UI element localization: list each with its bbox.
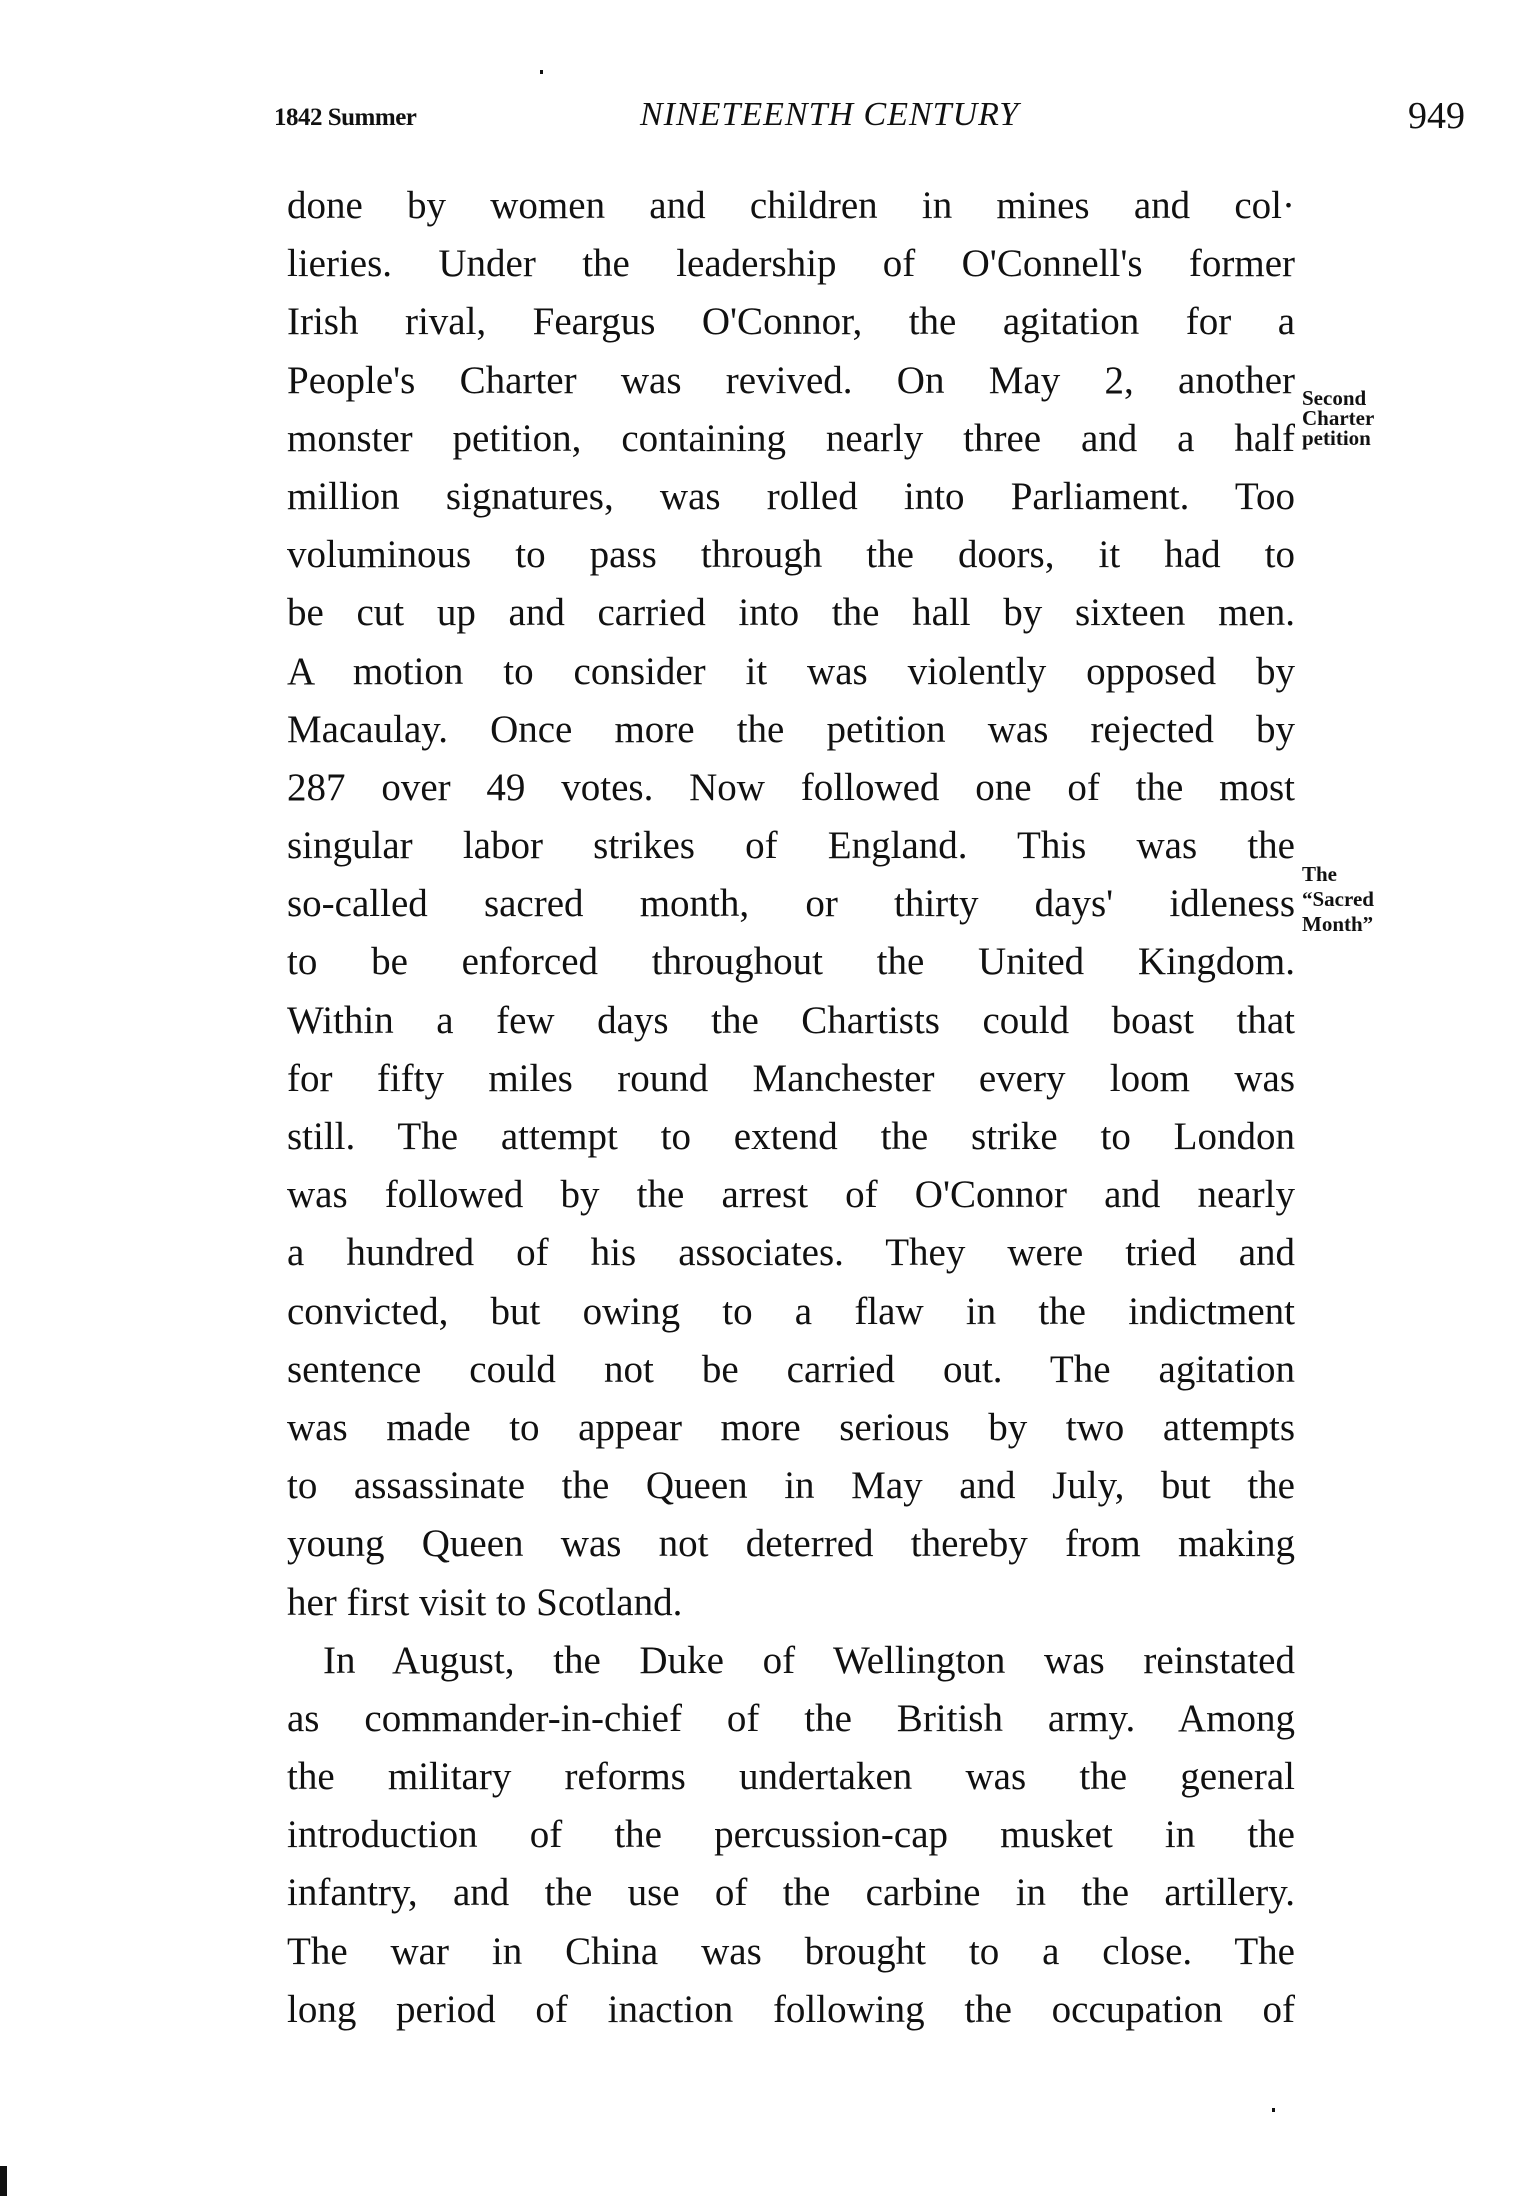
text-line: introduction of the percussion-cap musket in the bbox=[287, 1813, 1295, 1857]
text-line: long period of inaction following the occupation of bbox=[287, 1987, 1295, 2031]
text-line: monster petition, containing nearly three and a half bbox=[287, 416, 1295, 460]
text-line: Macaulay. Once more the petition was rejected by bbox=[287, 707, 1295, 751]
text-line: young Queen was not deterred thereby from making bbox=[287, 1522, 1295, 1566]
text-line: People's Charter was revived. On May 2, another bbox=[287, 358, 1295, 402]
text-line: singular labor strikes of England. This was the bbox=[287, 824, 1295, 868]
text-line: be cut up and carried into the hall by sixteen men. bbox=[287, 591, 1295, 635]
text-line: for fifty miles round Manchester every loom was bbox=[287, 1056, 1295, 1100]
text-line: voluminous to pass through the doors, it had to bbox=[287, 533, 1295, 577]
running-head-date: 1842 Summer bbox=[274, 104, 417, 131]
margin-note-line: The bbox=[1302, 862, 1338, 886]
margin-note-sacred-month bbox=[1302, 862, 1374, 937]
margin-note-second-charter-petition bbox=[1302, 388, 1374, 448]
text-line: was made to appear more serious by two attempts bbox=[287, 1405, 1295, 1449]
running-head-title: NINETEENTH CENTURY bbox=[640, 96, 1020, 133]
margin-note-line: Charter bbox=[1302, 406, 1375, 430]
text-line: infantry, and the use of the carbine in the artillery. bbox=[287, 1871, 1295, 1915]
text-line: The war in China was brought to a close. The bbox=[287, 1929, 1295, 1973]
page-number: 949 bbox=[1408, 95, 1465, 137]
text-line: to be enforced throughout the United Kingdom. bbox=[287, 940, 1295, 984]
text-line: still. The attempt to extend the strike to London bbox=[287, 1115, 1295, 1158]
text-line: done by women and children in mines and col· bbox=[287, 184, 1295, 227]
margin-note-line: Month” bbox=[1302, 912, 1374, 936]
scan-speck bbox=[540, 70, 543, 74]
text-line: the military reforms undertaken was the general bbox=[287, 1755, 1295, 1799]
scan-speck bbox=[1272, 2108, 1275, 2112]
margin-note-line: petition bbox=[1302, 426, 1371, 450]
text-line: to assassinate the Queen in May and July, but the bbox=[287, 1464, 1295, 1508]
scan-edge-mark bbox=[0, 2166, 7, 2196]
text-line: Irish rival, Feargus O'Connor, the agitation for a bbox=[287, 300, 1295, 344]
text-line: was followed by the arrest of O'Connor and nearly bbox=[287, 1173, 1295, 1217]
margin-note-line: “Sacred bbox=[1302, 887, 1374, 911]
margin-note-line: Second bbox=[1302, 386, 1367, 410]
text-line: her first visit to Scotland. bbox=[287, 1580, 683, 1624]
text-line: Within a few days the Chartists could boast that bbox=[287, 998, 1295, 1042]
text-line: 287 over 49 votes. Now followed one of the most bbox=[287, 765, 1295, 809]
body-text bbox=[287, 177, 1295, 2039]
text-line: so-called sacred month, or thirty days' idleness bbox=[287, 882, 1295, 926]
text-line: convicted, but owing to a flaw in the indictment bbox=[287, 1289, 1295, 1333]
text-line: million signatures, was rolled into Parliament. Too bbox=[287, 474, 1295, 518]
text-line: a hundred of his associates. They were tried and bbox=[287, 1231, 1295, 1275]
text-line: A motion to consider it was violently opposed by bbox=[287, 649, 1295, 693]
text-line: lieries. Under the leadership of O'Connell's former bbox=[287, 242, 1295, 286]
text-line: In August, the Duke of Wellington was reinstated bbox=[323, 1638, 1295, 1682]
text-line: sentence could not be carried out. The agitation bbox=[287, 1347, 1295, 1391]
text-line: as commander-in-chief of the British army. Among bbox=[287, 1696, 1295, 1740]
